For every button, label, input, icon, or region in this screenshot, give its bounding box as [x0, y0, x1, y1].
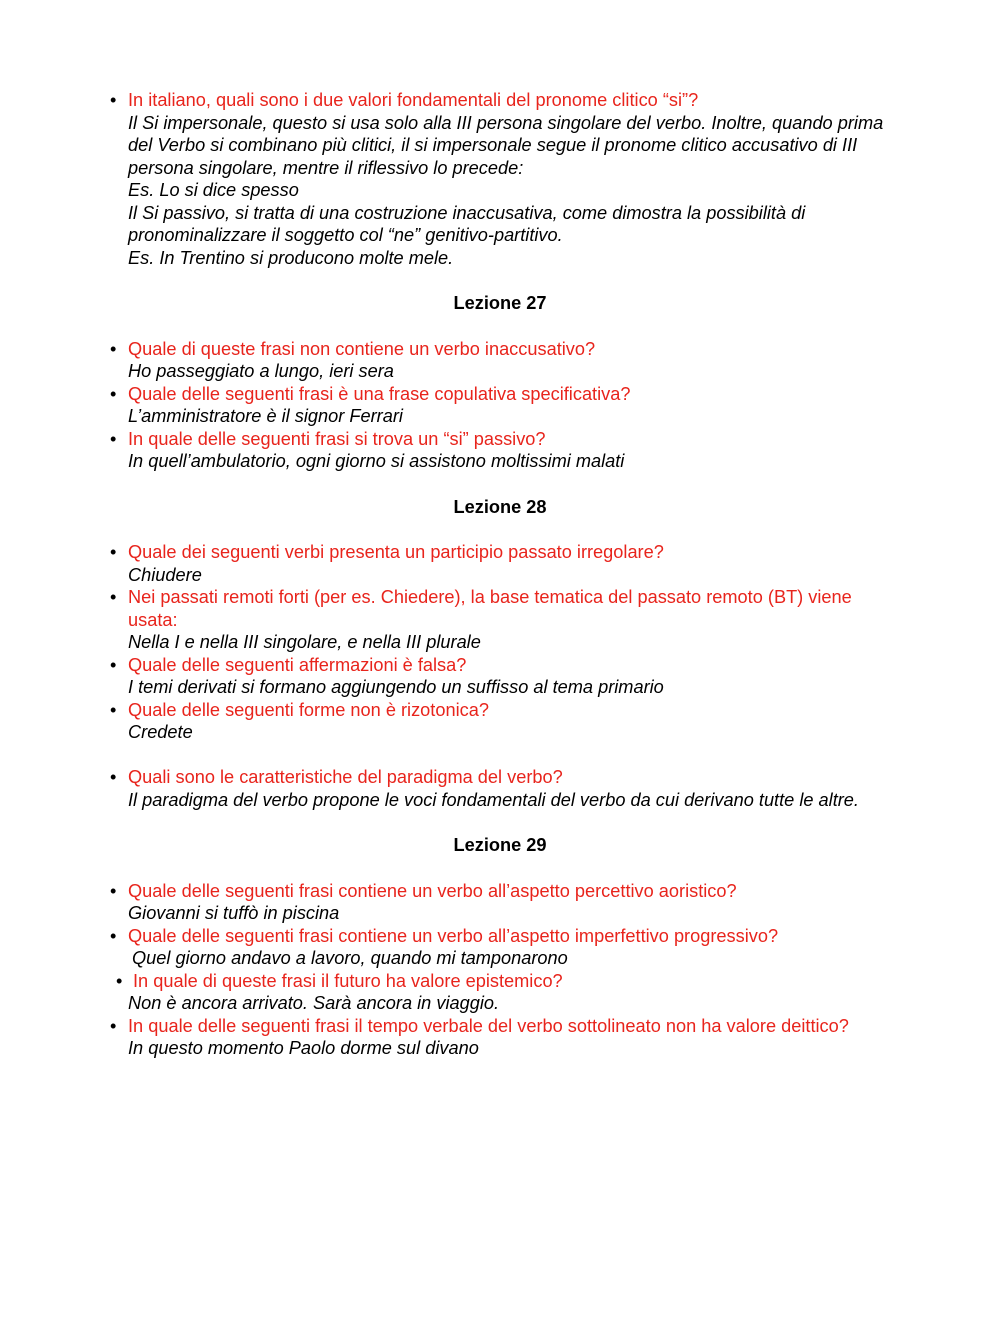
answer-text: Ho passeggiato a lungo, ieri sera — [128, 361, 394, 381]
qa-item — [0, 89, 888, 269]
qa-item — [0, 428, 888, 473]
question-text: In italiano, quali sono i due valori fondamentali del pronome clitico “si”? — [128, 90, 699, 110]
answer-text: In questo momento Paolo dorme sul divano — [128, 1038, 479, 1058]
bullet: • — [110, 767, 117, 787]
question-text: Quali sono le caratteristiche del paradigma del verbo? — [128, 767, 563, 787]
answer-text: Es. Lo si dice spesso — [128, 180, 299, 200]
question-text: Nei passati remoti forti (per es. Chiedere), la base tematica del passato remoto (BT) viene usata: — [128, 587, 852, 630]
answer-text: Il Si passivo, si tratta di una costruzione inaccusativa, come dimostra la possibilità di pronominalizzare il soggetto col “ne” genitivo-partitivo. — [128, 202, 806, 245]
question-text: Quale delle seguenti frasi contiene un verbo all’aspetto percettivo aoristico? — [128, 880, 737, 901]
answer-text: In quell’ambulatorio, ogni giorno si assistono moltissimi malati — [128, 451, 625, 471]
answer-text: Il Si impersonale, questo si usa solo alla III persona singolare del verbo. Inoltre, quando prima del Verbo si combinano più clitici, il si impersonale segue il pronome clitico accusativo di III persona singolare, mentre il riflessivo lo precede: — [128, 112, 884, 178]
question-text: Quale delle seguenti affermazioni è falsa? — [128, 654, 467, 675]
spacer — [0, 744, 1000, 767]
bullet: • — [116, 970, 123, 991]
bullet: • — [110, 383, 117, 404]
qa-item — [0, 541, 888, 586]
question-text: In quale di queste frasi il futuro ha valore epistemico? — [133, 970, 563, 991]
bullet: • — [110, 542, 117, 562]
bullet: • — [110, 699, 117, 720]
answer-text: Il paradigma del verbo propone le voci fondamentali del verbo da cui derivano tutte le altre. — [128, 789, 859, 810]
answer-text: I temi derivati si formano aggiungendo un suffisso al tema primario — [128, 677, 664, 697]
section-heading: Lezione 29 — [453, 835, 547, 855]
answer-text: Es. In Trentino si producono molte mele. — [128, 247, 454, 268]
qa-item — [0, 880, 888, 925]
answer-text: Non è ancora arrivato. Sarà ancora in viaggio. — [128, 993, 500, 1013]
bullet: • — [110, 90, 117, 110]
question-text: Quale delle seguenti frasi è una frase copulativa specificativa? — [128, 383, 631, 404]
qa-item — [0, 338, 888, 383]
qa-item — [0, 586, 888, 654]
qa-item — [0, 383, 888, 428]
bullet: • — [110, 654, 117, 675]
section-heading: Lezione 27 — [453, 293, 547, 313]
bullet: • — [110, 925, 117, 946]
question-text: Quale delle seguenti forme non è rizotonica? — [128, 699, 489, 720]
answer-text: L’amministratore è il signor Ferrari — [128, 406, 403, 426]
answer-text: Quel giorno andavo a lavoro, quando mi tamponarono — [132, 948, 568, 968]
answer-text: Chiudere — [128, 564, 202, 585]
question-text: Quale di queste frasi non contiene un verbo inaccusativo? — [128, 338, 596, 359]
bullet: • — [110, 428, 117, 449]
question-text: Quale dei seguenti verbi presenta un participio passato irregolare? — [128, 542, 664, 562]
answer-text: Giovanni si tuffò in piscina — [128, 903, 340, 923]
qa-item — [0, 654, 888, 699]
answer-text: Nella I e nella III singolare, e nella III plurale — [128, 632, 481, 652]
bullet: • — [110, 1015, 117, 1036]
section-heading: Lezione 28 — [453, 496, 547, 517]
bullet: • — [110, 338, 117, 359]
qa-item — [0, 925, 888, 970]
qa-item — [0, 970, 888, 1015]
answer-text: Credete — [128, 722, 193, 742]
bullet: • — [110, 587, 117, 607]
qa-item — [0, 1015, 888, 1060]
qa-item — [0, 699, 888, 744]
question-text: Quale delle seguenti frasi contiene un verbo all’aspetto imperfettivo progressivo? — [128, 925, 779, 946]
question-text: In quale delle seguenti frasi il tempo verbale del verbo sottolineato non ha valore deittico? — [128, 1015, 849, 1036]
question-text: In quale delle seguenti frasi si trova un “si” passivo? — [128, 428, 546, 449]
document-page — [0, 89, 1000, 1060]
qa-item — [0, 766, 888, 811]
bullet: • — [110, 880, 117, 901]
